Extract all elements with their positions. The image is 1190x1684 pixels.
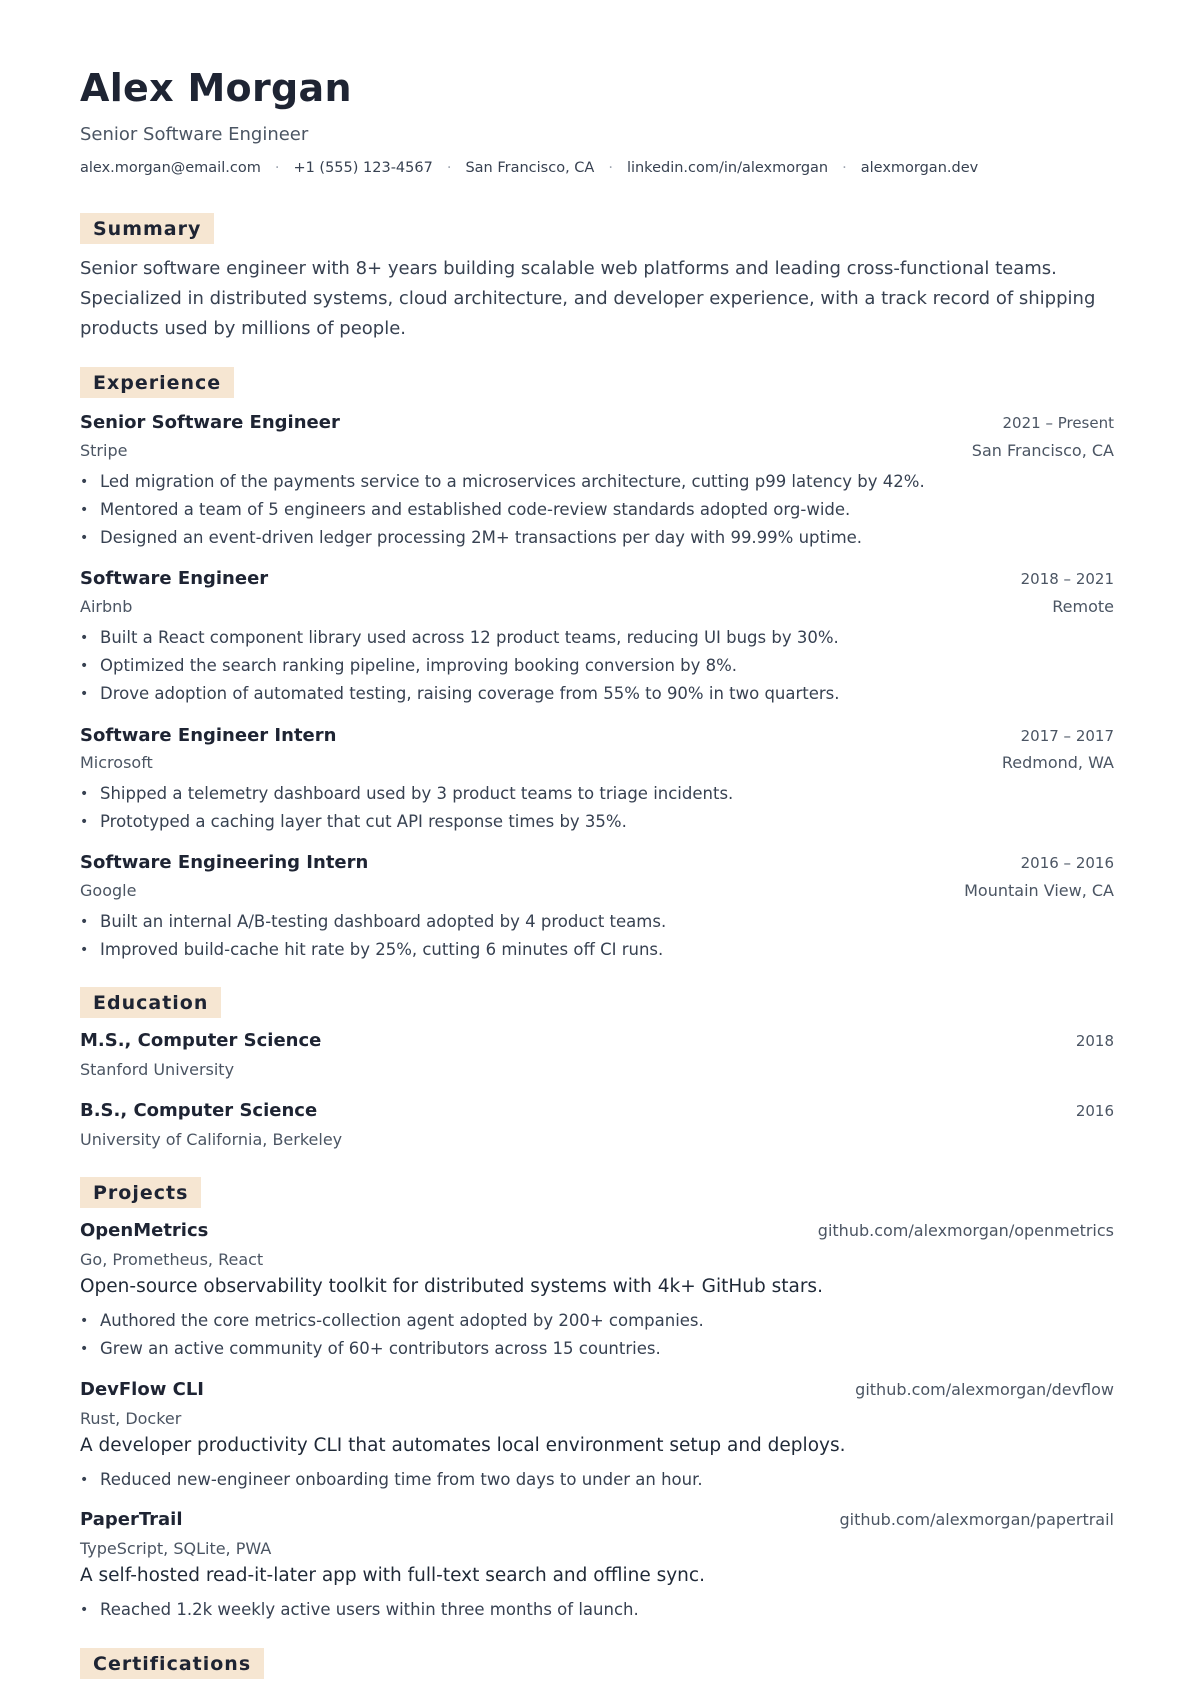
job-dates: 2016 – 2016 (1020, 854, 1114, 872)
list-item: • Drove adoption of automated testing, raising coverage from 55% to 90% in two quarters. (80, 680, 1110, 708)
project-name: PaperTrail (80, 1509, 183, 1530)
project-bullets (80, 1307, 1110, 1363)
summary-text: Senior software engineer with 8+ years building scalable web platforms and leading cross-functional teams. Specialized in distributed systems, cloud architecture, and developer experience, with a track record of shipping products used by millions of people. (80, 258, 1096, 339)
project-link[interactable]: github.com/alexmorgan/openmetrics (817, 1221, 1114, 1240)
job-header (80, 568, 1114, 589)
job-subheader (80, 881, 1114, 900)
project-description: A self-hosted read-it-later app with full-text search and offline sync. (80, 1565, 705, 1586)
project-link[interactable]: github.com/alexmorgan/devflow (855, 1380, 1114, 1399)
job-subheader (80, 441, 1114, 460)
job-location: Mountain View, CA (964, 881, 1114, 900)
job-company: Airbnb (80, 597, 133, 616)
education-header (80, 1100, 1114, 1121)
job-company: Microsoft (80, 753, 153, 772)
education-school: University of California, Berkeley (80, 1130, 343, 1149)
section-heading-certifications: Certifications (80, 1648, 264, 1679)
section-heading-projects: Projects (80, 1177, 201, 1208)
project-header (80, 1220, 1114, 1241)
project-subheader (80, 1409, 1114, 1428)
education-degree: M.S., Computer Science (80, 1030, 322, 1051)
job-company: Google (80, 881, 137, 900)
job-bullets (80, 908, 1110, 964)
education-header (80, 1030, 1114, 1051)
project-name: OpenMetrics (80, 1220, 209, 1241)
contact-email[interactable]: alex.morgan@email.com (80, 160, 261, 176)
project-stack: Rust, Docker (80, 1409, 182, 1428)
education-school: Stanford University (80, 1060, 235, 1079)
contact-separator: · (274, 160, 280, 176)
job-title: Software Engineer (80, 568, 269, 589)
job-dates: 2018 – 2021 (1020, 570, 1114, 588)
contact-separator: · (608, 160, 613, 176)
project-subheader (80, 1539, 1114, 1558)
candidate-name: Alex Morgan (80, 66, 352, 110)
list-item: • Mentored a team of 5 engineers and established code-review standards adopted org-wide. (80, 496, 1110, 524)
job-dates: 2017 – 2017 (1020, 727, 1114, 745)
job-location: San Francisco, CA (971, 441, 1114, 460)
section-heading-experience: Experience (80, 367, 234, 398)
project-stack: Go, Prometheus, React (80, 1250, 264, 1269)
job-title: Senior Software Engineer (80, 412, 340, 433)
job-dates: 2021 – Present (1002, 414, 1114, 432)
contact-website[interactable]: alexmorgan.dev (860, 160, 979, 176)
contact-separator: · (446, 160, 452, 176)
list-item: • Led migration of the payments service to a microservices architecture, cutting p99 latency by 42%. (80, 468, 1110, 496)
contact-separator: · (842, 160, 847, 176)
project-stack: TypeScript, SQLite, PWA (80, 1539, 272, 1558)
list-item: • Authored the core metrics-collection agent adopted by 200+ companies. (80, 1307, 1110, 1335)
list-item: • Built a React component library used across 12 product teams, reducing UI bugs by 30%. (80, 624, 1110, 652)
job-header (80, 412, 1114, 433)
project-header (80, 1509, 1114, 1530)
job-location: Redmond, WA (1001, 753, 1114, 772)
education-year: 2018 (1075, 1032, 1114, 1050)
job-title: Software Engineering Intern (80, 852, 369, 873)
education-year: 2016 (1075, 1102, 1114, 1120)
project-bullets (80, 1596, 1110, 1624)
job-bullets (80, 624, 1110, 708)
section-heading-education: Education (80, 987, 221, 1018)
contact-line (80, 160, 978, 176)
project-description: A developer productivity CLI that automates local environment setup and deploys. (80, 1435, 846, 1456)
project-name: DevFlow CLI (80, 1379, 204, 1400)
contact-location: San Francisco, CA (465, 160, 595, 176)
list-item: • Shipped a telemetry dashboard used by 3 product teams to triage incidents. (80, 780, 1110, 808)
project-bullets (80, 1466, 1110, 1494)
project-header (80, 1379, 1114, 1400)
project-description: Open-source observability toolkit for distributed systems with 4k+ GitHub stars. (80, 1276, 823, 1297)
list-item: • Grew an active community of 60+ contributors across 15 countries. (80, 1335, 1110, 1363)
job-company: Stripe (80, 441, 128, 460)
candidate-title: Senior Software Engineer (80, 124, 309, 145)
list-item: • Optimized the search ranking pipeline, improving booking conversion by 8%. (80, 652, 1110, 680)
project-subheader (80, 1250, 1114, 1269)
job-subheader (80, 753, 1114, 772)
job-bullets (80, 780, 1110, 836)
project-link[interactable]: github.com/alexmorgan/papertrail (839, 1510, 1114, 1529)
list-item: • Reduced new-engineer onboarding time from two days to under an hour. (80, 1466, 1110, 1494)
contact-phone[interactable]: +1 (555) 123-4567 (293, 160, 433, 176)
job-bullets (80, 468, 1110, 552)
section-heading-summary: Summary (80, 213, 214, 244)
list-item: • Prototyped a caching layer that cut API response times by 35%. (80, 808, 1110, 836)
contact-linkedin[interactable]: linkedin.com/in/alexmorgan (626, 160, 829, 176)
job-header (80, 852, 1114, 873)
list-item: • Reached 1.2k weekly active users within three months of launch. (80, 1596, 1110, 1624)
job-location: Remote (1052, 597, 1114, 616)
education-subheader (80, 1060, 1114, 1079)
list-item: • Designed an event-driven ledger processing 2M+ transactions per day with 99.99% uptime. (80, 524, 1110, 552)
education-degree: B.S., Computer Science (80, 1100, 318, 1121)
list-item: • Built an internal A/B-testing dashboard adopted by 4 product teams. (80, 908, 1110, 936)
job-header (80, 725, 1114, 746)
education-subheader (80, 1130, 1114, 1149)
job-subheader (80, 597, 1114, 616)
job-title: Software Engineer Intern (80, 725, 337, 746)
list-item: • Improved build-cache hit rate by 25%, cutting 6 minutes off CI runs. (80, 936, 1110, 964)
